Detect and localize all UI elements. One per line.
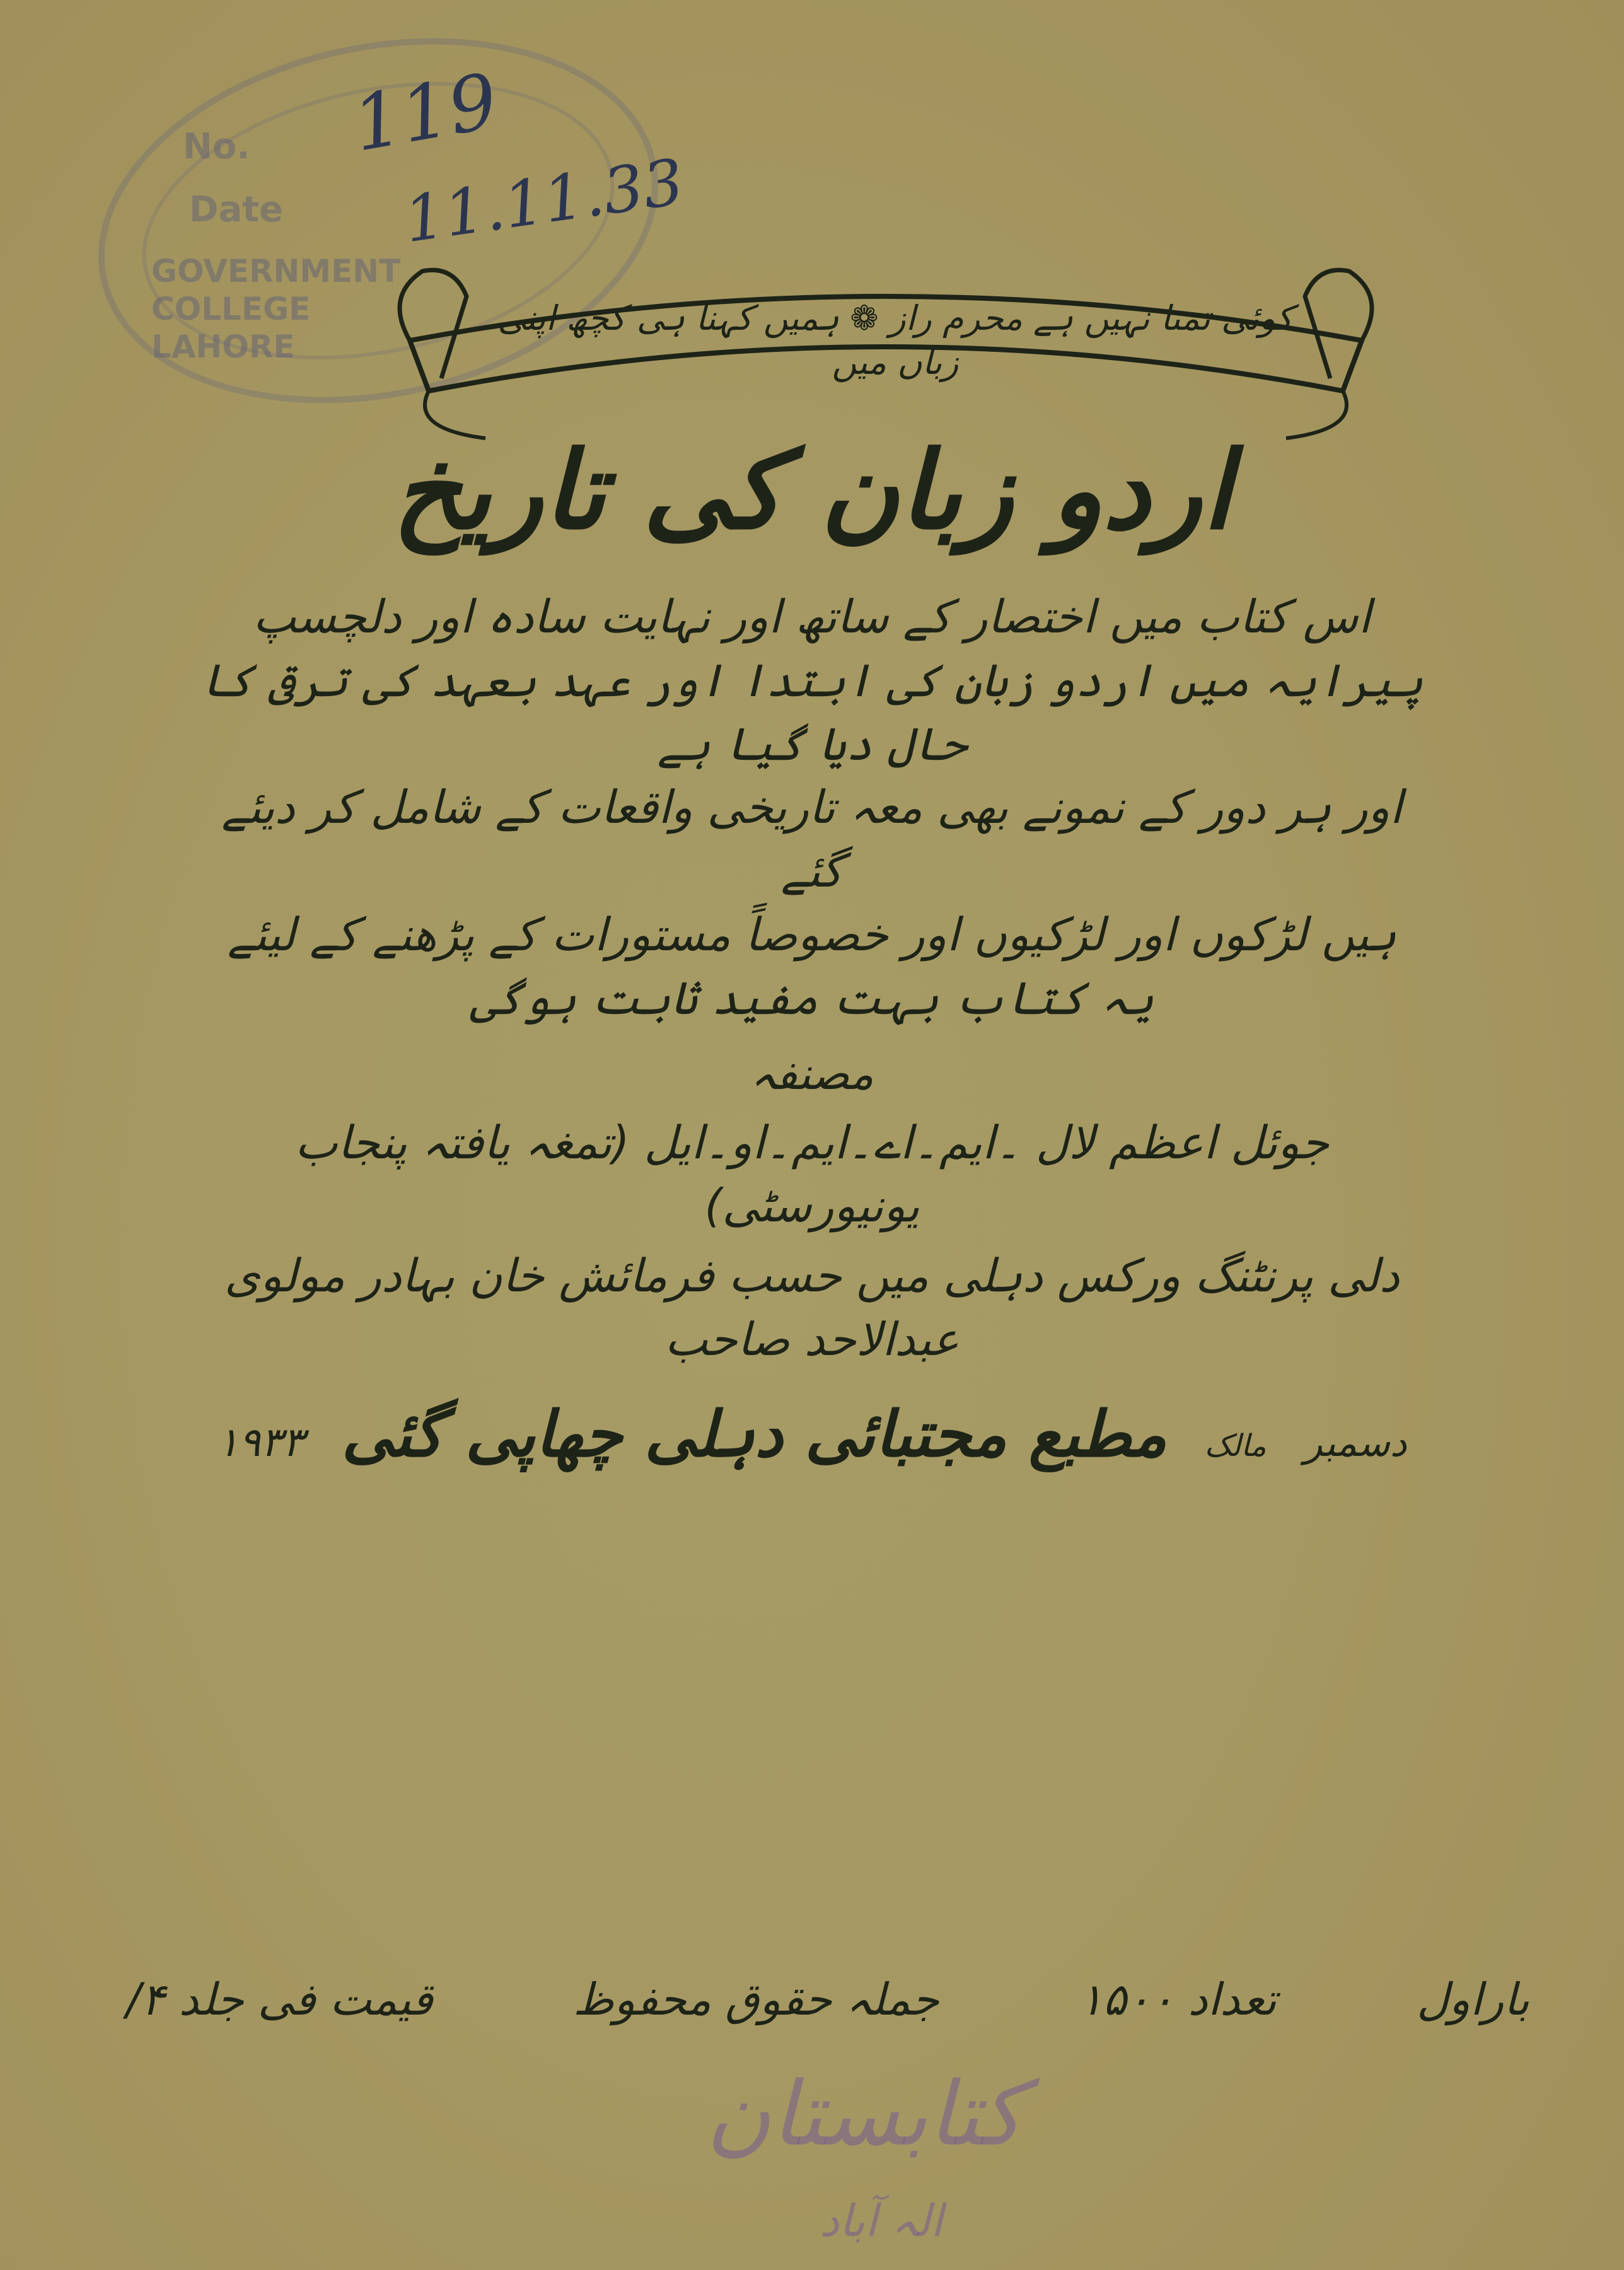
author-label: مصنفہ xyxy=(750,1047,874,1100)
publisher-owner-label: مالک xyxy=(1204,1428,1267,1464)
publisher-month: دسمبر xyxy=(1304,1421,1407,1465)
publisher-press: مطبع مجتبائی دہلی چھاپی گئی xyxy=(342,1397,1167,1471)
printer-line: دلی پرنٹنگ ورکس دہلی میں حسب فرمائش خان بہادر مولوی عبدالاحد صاحب xyxy=(224,1249,1400,1366)
description-line: یہ کتاب بہت مفید ثابت ہوگی xyxy=(470,971,1154,1025)
handwritten-accession-number: 119 xyxy=(346,57,504,169)
copies-label: تعداد ۱۵۰۰ xyxy=(1079,1974,1277,2025)
description-line: ہیں لڑکوں اور لڑکیوں اور خصوصاً مستورات کے پڑھنے کے لیئے xyxy=(227,907,1397,961)
description-line: اس کتاب میں اختصار کے ساتھ اور نہایت سادہ اور دلچسپ xyxy=(253,590,1371,643)
banner-verse: کوئی تمنا نہیں ہے محرم راز ❁ ہمیں کہنا ہی کچھ اپنی زباں میں xyxy=(497,298,1293,383)
description-line: اور ہر دور کے نمونے بھی معہ تاریخی واقعات کے شامل کر دیئے گئے xyxy=(221,781,1403,898)
description-line: پیرایہ میں اردو زبان کی ابتدا اور عہد بعہد کی ترقی کا حال دیا گیا ہے xyxy=(200,653,1424,771)
author-line: جوئل اعظم لال ۔ایم۔اے۔ایم۔او۔ایل (تمغہ یافتہ پنجاب یونیورسٹی) xyxy=(294,1115,1330,1233)
library-stamp-date: Date xyxy=(189,189,284,230)
price-label: قیمت فی جلد ۴/ xyxy=(126,1974,433,2025)
edition-label: باراول xyxy=(1417,1974,1529,2025)
footer-row xyxy=(126,1974,1529,2025)
library-stamp-no: No. xyxy=(183,126,250,167)
owner-stamp-name: کتابستان xyxy=(706,2063,1024,2166)
rights-label: جملہ حقوق محفوظ xyxy=(572,1974,939,2025)
library-stamp-text: GOVERNMENT COLLEGE LAHORE xyxy=(151,253,401,365)
owner-stamp-city: الہ آباد xyxy=(820,2195,943,2247)
publisher-year: ۱۹۳۳ xyxy=(217,1419,304,1466)
cover-text-column xyxy=(189,416,1435,1479)
handwritten-date: 11.11.33 xyxy=(400,144,688,257)
publisher-line xyxy=(189,1390,1435,1479)
book-title: اردو زبان کی تاریخ xyxy=(392,429,1232,554)
